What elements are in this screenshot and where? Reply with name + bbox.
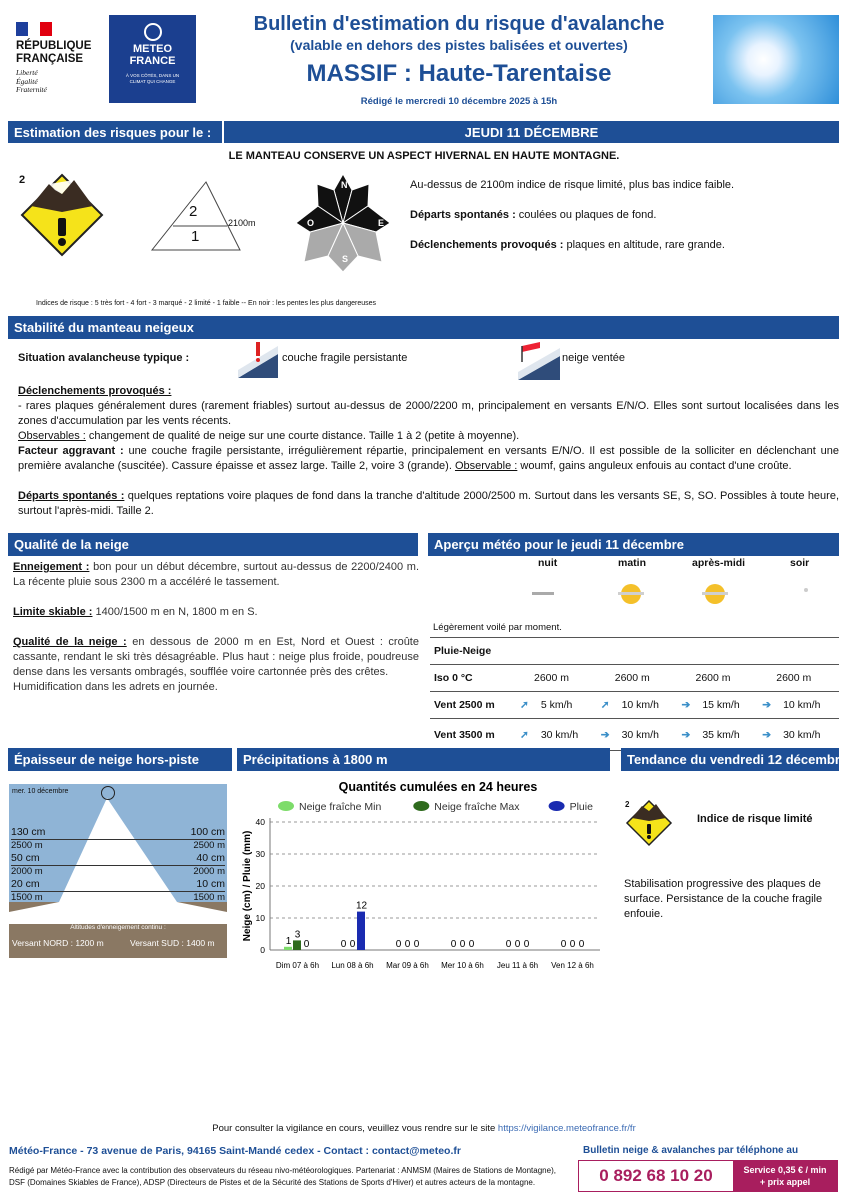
phone-label: Bulletin neige & avalanches par téléphone au — [583, 1145, 799, 1156]
vent2500-nuit: 5 km/h — [540, 699, 573, 711]
risk-level-2-icon — [19, 172, 105, 258]
stab-p1: - rares plaques généralement dures (rarement friables) surtout au-dessus de 2000/2200 m, principalement en versants E/N/O. Elles sont surtout localisées dans les zones d'accumulation par les vents récents. — [18, 400, 839, 427]
vent3500-matin: 30 km/h — [621, 728, 659, 741]
devise-liberte: Liberté — [16, 68, 38, 77]
precip-chart — [238, 776, 610, 976]
stab-obs-label: Observables : — [18, 430, 86, 442]
precip-title: Précipitations à 1800 m — [237, 748, 610, 771]
vent2500-apres-midi: 15 km/h — [702, 699, 740, 711]
bar-label-1-4: 0 — [514, 939, 521, 950]
moon-star-icon — [784, 582, 812, 606]
meteo-logo-line2: FRANCE — [129, 55, 176, 67]
x-tick-5: Ven 12 à 6h — [551, 961, 594, 970]
wind-ne-arrow-icon: ➚ — [600, 699, 610, 711]
ep-right-2: 40 cm — [196, 852, 225, 864]
wind-slab-icon — [518, 342, 560, 380]
limite-text: 1400/1500 m en N, 1800 m en S. — [92, 606, 258, 618]
x-tick-3: Mer 10 à 6h — [441, 961, 484, 970]
stabilite-title: Stabilité du manteau neigeux — [8, 316, 839, 339]
bar-label-2-5: 0 — [578, 939, 585, 950]
qualite-text: en dessous de 2000 m en Est, Nord et Ouest : croûte cassante, rendant le ski très désagréable. Plus haut : neige plus froide, poudreuse dense dans les versants ombragés, soufflée voire cartonnée près des crêtes. — [13, 636, 419, 678]
tendance-index: 2 — [625, 800, 630, 809]
chart-title: Quantités cumulées en 24 heures — [338, 780, 538, 794]
vent2500-row — [430, 692, 839, 719]
period-nuit: nuit — [538, 557, 558, 569]
ep-left-0: 130 cm — [11, 826, 46, 838]
enneigement-text: bon pour un début décembre, surtout au-dessus de 2200/2400 m. La récente pluie sous 2300 m a accéléré le tassement. — [13, 561, 419, 588]
risk-lower: 1 — [191, 228, 200, 245]
limite-label: Limite skiable : — [13, 606, 93, 618]
wind-ne-arrow-icon: ➚ — [520, 728, 529, 741]
bulletin-title: Bulletin d'estimation du risque d'avalanche — [253, 13, 665, 35]
estimation-label: Estimation des risques pour le : — [8, 121, 222, 143]
situation2: neige ventée — [562, 352, 625, 364]
footer-address: Météo-France - 73 avenue de Paris, 94165 Saint-Mandé cedex - Contact : contact@meteo.fr — [9, 1145, 461, 1157]
wind-e-arrow-icon: ➔ — [600, 728, 610, 741]
epaisseur-title: Épaisseur de neige hors-piste — [8, 748, 232, 771]
legend-label-1: Neige fraîche Max — [434, 801, 520, 813]
ep-right-4: 10 cm — [196, 878, 225, 890]
stab-obs2-label: Observable : — [454, 460, 518, 472]
y-tick-1: 10 — [255, 913, 265, 923]
vent2500-soir: 10 km/h — [783, 699, 821, 711]
bar-label-1-2: 0 — [404, 939, 411, 950]
vent3500-nuit: 30 km/h — [540, 728, 579, 741]
nord-value: 1200 m — [75, 938, 104, 948]
sky-image — [713, 15, 839, 104]
vent3500-apres-midi: 35 km/h — [702, 728, 740, 741]
departs-text: coulées ou plaques de fond. — [515, 209, 657, 221]
iso-nuit: 2600 m — [516, 665, 597, 692]
flag-icon — [16, 22, 52, 36]
altitude-limit: 2100m — [228, 218, 256, 228]
legend-swatch-2 — [549, 801, 565, 811]
period-apres-midi: après-midi — [692, 557, 746, 569]
bar-label-0-0: 1 — [285, 935, 292, 947]
bar-label-0-1: 0 — [340, 939, 347, 950]
epaisseur-date: mer. 10 décembre — [12, 788, 69, 795]
tendance-label: Indice de risque limité — [697, 813, 813, 825]
meteo-table — [430, 637, 839, 751]
footer-credits: Rédigé par Météo-France avec la contribution des observateurs du réseau nivo-météorologiques. Partenariat : ANMSM (Maires de Stations de Montagne), DSF (Domaines Skiables de France), ADSP (Directeurs de Pistes et de la Sécurité des Stations de Sports d'Hiver) et autres acteurs de la montagne. — [9, 1166, 556, 1187]
vent3500-row — [430, 719, 839, 751]
iso-matin: 2600 m — [597, 665, 678, 692]
bar-0-0 — [284, 947, 292, 950]
wind-e-arrow-icon: ➔ — [681, 728, 691, 741]
iso-apres-midi: 2600 m — [678, 665, 759, 692]
y-tick-2: 20 — [255, 881, 265, 891]
price-line2: + prix appel — [759, 1177, 811, 1187]
ep-left-4: 20 cm — [11, 878, 40, 890]
persistent-weak-layer-icon — [238, 342, 278, 378]
wind-ne-arrow-icon: ➚ — [520, 699, 529, 711]
iso-label: Iso 0 °C — [430, 665, 516, 692]
compass-s: S — [342, 254, 349, 264]
bar-label-2-2: 0 — [413, 939, 420, 950]
sun-veiled-icon — [614, 582, 648, 606]
precip-label: Pluie-Neige — [430, 638, 516, 665]
situation-label: Situation avalancheuse typique : — [18, 352, 190, 364]
wind-e-arrow-icon: ➔ — [762, 699, 772, 711]
x-tick-1: Lun 08 à 6h — [331, 961, 374, 970]
risk-upper: 2 — [189, 203, 198, 220]
stab-declench-title: Déclenchements provoqués : — [18, 385, 172, 397]
precip-row — [430, 638, 839, 665]
x-tick-0: Dim 07 à 6h — [275, 961, 320, 970]
x-tick-2: Mar 09 à 6h — [386, 961, 429, 970]
vent3500-soir: 30 km/h — [783, 728, 821, 741]
devise-fraternite: Fraternité — [16, 85, 47, 94]
moon-veiled-icon — [530, 582, 566, 606]
x-tick-4: Jeu 11 à 6h — [496, 961, 539, 970]
stab-facteur-text: une couche fragile persistante, irrégulièrement répartie, principalement en versants E/N/O. Il est possible de la solliciter en déclenchant une première avalanche (suscitée). Cassure épaisse et assez large. Taille 2, voire 3 (grande). — [18, 445, 839, 472]
stab-obs-text: changement de qualité de neige sur une courte distance. Taille 1 à 2 (petite à moyenne). — [85, 430, 520, 442]
ep-right-1: 2500 m — [193, 839, 225, 851]
compass-o: O — [307, 218, 315, 228]
nord-label: Versant NORD : — [12, 938, 73, 948]
stab-departs-text: quelques reptations voire plaques de fond dans la tranche d'altitude 2000/2500 m. Surtout dans les versants SE, S, SO. Possibles à toute heure, surtout l'après-midi. Taille 2. — [18, 490, 840, 517]
tendance-title: Tendance du vendredi 12 décembre — [621, 748, 839, 771]
qualite-title: Qualité de la neige — [8, 533, 418, 556]
ep-right-5: 1500 m — [193, 891, 225, 903]
ep-left-1: 2500 m — [11, 839, 43, 851]
bulletin-subtitle: (valable en dehors des pistes balisées et ouvertes) — [290, 37, 628, 53]
bar-label-1-0: 3 — [294, 929, 301, 941]
sud-value: 1400 m — [186, 938, 215, 948]
massif-title: MASSIF : Haute-Tarentaise — [306, 60, 612, 87]
y-axis-label: Neige (cm) / Pluie (mm) — [242, 830, 253, 942]
legend-label-2: Pluie — [569, 801, 593, 813]
bar-1-0 — [293, 940, 301, 950]
y-tick-0: 0 — [260, 945, 265, 955]
qualite-label: Qualité de la neige : — [13, 636, 127, 648]
meteo-logo-line1: METEO — [132, 43, 173, 55]
vigilance-link[interactable]: https://vigilance.meteofrance.fr/fr — [497, 1123, 636, 1134]
snow-depth-diagram — [9, 784, 227, 958]
risk-level-2-small-icon — [625, 799, 673, 847]
stab-facteur-label: Facteur aggravant : — [18, 445, 124, 457]
ep-right-3: 2000 m — [193, 865, 225, 877]
compass-e: E — [378, 218, 385, 228]
bar-label-2-4: 0 — [523, 939, 530, 950]
stab-departs-label: Départs spontanés : — [18, 490, 125, 502]
departs-label: Départs spontanés : — [410, 209, 516, 221]
headline: LE MANTEAU CONSERVE UN ASPECT HIVERNAL EN HAUTE MONTAGNE. — [228, 150, 620, 162]
declench-text: plaques en altitude, rare grande. — [563, 239, 725, 251]
bar-label-2-3: 0 — [468, 939, 475, 950]
republique-line2: FRANÇAISE — [16, 53, 84, 65]
meteo-slogan: À VOS CÔTÉS, DANS UN CLIMAT QUI CHANGE — [125, 73, 180, 84]
declench-label: Déclenchements provoqués : — [410, 239, 564, 251]
meteo-title: Aperçu météo pour le jeudi 11 décembre — [428, 533, 839, 556]
vent3500-label: Vent 3500 m — [430, 719, 516, 751]
vent2500-matin: 10 km/h — [621, 699, 659, 711]
risk-index-number: 2 — [19, 174, 26, 186]
estimation-date: JEUDI 11 DÉCEMBRE — [224, 121, 839, 143]
enneigement-label: Enneigement : — [13, 561, 90, 573]
compass-n: N — [341, 180, 348, 190]
meteo-remark: Légèrement voilé par moment. — [433, 622, 562, 633]
y-tick-3: 30 — [255, 849, 265, 859]
wind-e-arrow-icon: ➔ — [762, 728, 772, 741]
legend-swatch-0 — [278, 801, 294, 811]
bar-label-2-0: 0 — [303, 939, 310, 950]
bar-2-1 — [357, 912, 365, 950]
bar-label-0-3: 0 — [450, 939, 457, 950]
wind-e-arrow-icon: ➔ — [681, 699, 691, 711]
bar-label-0-5: 0 — [560, 939, 567, 950]
bar-label-2-1: 12 — [355, 900, 368, 912]
tendance-text: Stabilisation progressive des plaques de surface. Persistance de la couche fragile enfouie. — [624, 878, 823, 920]
ep-left-2: 50 cm — [11, 852, 40, 864]
iso-row — [430, 665, 839, 692]
sud-label: Versant SUD : — [130, 938, 184, 948]
period-soir: soir — [790, 557, 810, 569]
bar-label-1-1: 0 — [349, 939, 356, 950]
republique-line1: RÉPUBLIQUE — [16, 40, 92, 52]
bar-label-1-3: 0 — [459, 939, 466, 950]
situation1: couche fragile persistante — [282, 352, 408, 364]
ep-left-5: 1500 m — [11, 891, 43, 903]
iso-soir: 2600 m — [758, 665, 839, 692]
bar-label-0-2: 0 — [395, 939, 402, 950]
redige-date: Rédigé le mercredi 10 décembre 2025 à 15h — [360, 96, 558, 107]
legend-label-0: Neige fraîche Min — [299, 801, 382, 813]
price-line1: Service 0,35 € / min — [743, 1165, 827, 1175]
bar-label-1-5: 0 — [569, 939, 576, 950]
phone-number[interactable]: 0 892 68 10 20 — [599, 1166, 713, 1185]
vent2500-label: Vent 2500 m — [430, 692, 516, 719]
vigilance-text: Pour consulter la vigilance en cours, veuillez vous rendre sur le site — [212, 1123, 498, 1134]
sun-veiled-icon-2 — [698, 582, 732, 606]
devise-egalite: Égalité — [16, 76, 38, 86]
republique-logo — [16, 22, 106, 102]
target-icon — [101, 786, 115, 800]
phone-box — [578, 1160, 838, 1192]
period-matin: matin — [618, 557, 647, 569]
ep-left-3: 2000 m — [11, 865, 43, 877]
meteo-logo-icon — [144, 23, 162, 41]
altitudes-label: Altitudes d'enneigement continu : — [70, 924, 166, 931]
meteo-france-logo — [109, 15, 196, 103]
humidification: Humidification dans les adrets en journée. — [13, 681, 218, 693]
risk-summary: Au-dessus de 2100m indice de risque limité, plus bas indice faible. — [410, 179, 735, 191]
ep-right-0: 100 cm — [190, 826, 225, 838]
legend-swatch-1 — [413, 801, 429, 811]
bar-label-0-4: 0 — [505, 939, 512, 950]
risk-legend: Indices de risque : 5 très fort - 4 fort - 3 marqué - 2 limité - 1 faible -- En noir : les pentes les plus dangereuses — [36, 300, 377, 307]
stab-obs2-text: woumf, gains anguleux enfouis au contact d'une croûte. — [517, 460, 792, 472]
y-tick-4: 40 — [255, 817, 265, 827]
